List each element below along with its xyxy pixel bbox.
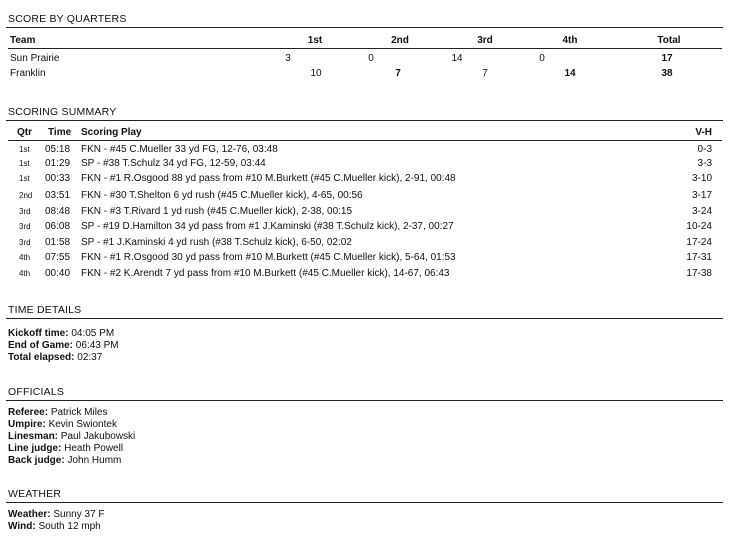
weather-rule xyxy=(6,502,723,503)
play-qtr: 1st xyxy=(19,174,30,183)
play-time: 00:40 xyxy=(45,268,71,279)
play-description: FKN - #1 R.Osgood 30 yd pass from #10 M.Burkett (#45 C.Mueller kick), 5-64, 01:53 xyxy=(81,252,456,263)
official-label: Umpire: xyxy=(8,419,46,430)
header-1st: 1st xyxy=(307,35,323,46)
officials-rule xyxy=(6,400,723,401)
weather-condition xyxy=(8,509,105,520)
play-description: FKN - #45 C.Mueller 33 yd FG, 12-76, 03:48 xyxy=(81,144,278,155)
play-time: 01:29 xyxy=(45,158,71,169)
play-qtr: 4th xyxy=(19,269,31,278)
official-name: Heath Powell xyxy=(64,443,124,454)
team-name: Sun Prairie xyxy=(10,53,60,64)
weather-wind xyxy=(8,521,101,532)
play-vh: 17-38 xyxy=(686,268,712,279)
play-description: FKN - #2 K.Arendt 7 yd pass from #10 M.Burkett (#45 C.Mueller kick), 14-67, 06:43 xyxy=(81,268,450,279)
header-scoring-play: Scoring Play xyxy=(81,127,142,138)
official-label: Back judge: xyxy=(8,455,65,466)
table-row xyxy=(0,268,731,282)
table-row xyxy=(0,144,731,158)
score-q4: 14 xyxy=(564,68,576,79)
summary-rule xyxy=(6,120,723,121)
end-of-game-value: 06:43 PM xyxy=(75,340,119,351)
header-3rd: 3rd xyxy=(477,35,493,46)
score-q3: 7 xyxy=(482,68,488,79)
official-back-judge xyxy=(8,455,121,466)
header-total: Total xyxy=(657,35,681,46)
play-description: SP - #1 J.Kaminski 4 yd rush (#38 T.Schulz kick), 6-50, 02:02 xyxy=(81,237,352,248)
quarters-header-rule xyxy=(8,48,722,49)
play-time: 07:55 xyxy=(45,252,71,263)
official-name: John Humm xyxy=(67,455,122,466)
score-total: 38 xyxy=(661,68,673,79)
table-row xyxy=(0,158,731,172)
play-vh: 3-17 xyxy=(691,190,712,201)
official-name: Patrick Miles xyxy=(50,407,108,418)
play-time: 03:51 xyxy=(45,190,71,201)
play-time: 00:33 xyxy=(45,173,71,184)
play-qtr: 4th xyxy=(19,253,31,262)
weather-value: Sunny 37 F xyxy=(53,509,105,520)
summary-header-rule xyxy=(8,140,722,141)
end-of-game-label: End of Game: xyxy=(8,340,74,351)
play-vh: 17-31 xyxy=(686,252,712,263)
play-qtr: 3rd xyxy=(19,207,31,216)
score-q2: 0 xyxy=(368,53,374,64)
play-vh: 3-10 xyxy=(691,173,712,184)
table-row xyxy=(0,173,731,187)
weather-title: WEATHER xyxy=(8,488,62,500)
score-q2: 7 xyxy=(395,68,401,79)
official-label: Linesman: xyxy=(8,431,59,442)
total-elapsed-value: 02:37 xyxy=(77,352,103,363)
team-name: Franklin xyxy=(10,68,46,79)
table-row xyxy=(0,221,731,235)
play-time: 08:48 xyxy=(45,206,71,217)
official-umpire xyxy=(8,419,117,430)
quarters-row-franklin xyxy=(0,68,731,82)
play-qtr: 1st xyxy=(19,145,30,154)
official-label: Line judge: xyxy=(8,443,62,454)
play-description: FKN - #3 T.Rivard 1 yd rush (#45 C.Mueller kick), 2-38, 00:15 xyxy=(81,206,353,217)
official-referee xyxy=(8,407,108,418)
time-details-title: TIME DETAILS xyxy=(8,304,82,316)
play-vh: 3-3 xyxy=(697,158,712,169)
play-time: 05:18 xyxy=(45,144,71,155)
wind-value: South 12 mph xyxy=(38,521,101,532)
header-4th: 4th xyxy=(562,35,578,46)
header-2nd: 2nd xyxy=(391,35,409,46)
kickoff-time-value: 04:05 PM xyxy=(71,328,115,339)
summary-header-row xyxy=(0,127,731,141)
end-of-game xyxy=(8,340,119,351)
play-qtr: 3rd xyxy=(19,238,31,247)
play-qtr: 2nd xyxy=(19,191,33,200)
table-row xyxy=(0,252,731,266)
play-vh: 3-24 xyxy=(691,206,712,217)
quarters-header-row xyxy=(0,35,731,49)
header-vh: V-H xyxy=(695,127,712,138)
play-vh: 17-24 xyxy=(686,237,712,248)
score-q1: 10 xyxy=(310,68,322,79)
official-line-judge xyxy=(8,443,123,454)
play-description: SP - #38 T.Schulz 34 yd FG, 12-59, 03:44 xyxy=(81,158,266,169)
summary-title: SCORING SUMMARY xyxy=(8,106,117,118)
score-q3: 14 xyxy=(451,53,463,64)
kickoff-time xyxy=(8,328,114,339)
weather-label: Weather: xyxy=(8,509,51,520)
score-total: 17 xyxy=(661,53,673,64)
play-description: FKN - #1 R.Osgood 88 yd pass from #10 M.Burkett (#45 C.Mueller kick), 2-91, 00:48 xyxy=(81,173,456,184)
header-team: Team xyxy=(10,35,36,46)
total-elapsed-label: Total elapsed: xyxy=(8,352,75,363)
score-q1: 3 xyxy=(285,53,291,64)
official-linesman xyxy=(8,431,135,442)
table-row xyxy=(0,237,731,251)
official-name: Kevin Swiontek xyxy=(48,419,117,430)
play-vh: 10-24 xyxy=(686,221,712,232)
play-time: 01:58 xyxy=(45,237,71,248)
play-description: SP - #19 D.Hamilton 34 yd pass from #1 J.Kaminski (#38 T.Schulz kick), 2-37, 00:27 xyxy=(81,221,454,232)
quarters-title: SCORE BY QUARTERS xyxy=(8,13,127,25)
play-qtr: 1st xyxy=(19,159,30,168)
table-row xyxy=(0,206,731,220)
score-q4: 0 xyxy=(539,53,545,64)
quarters-row-sun-prairie xyxy=(0,53,731,67)
official-label: Referee: xyxy=(8,407,49,418)
wind-label: Wind: xyxy=(8,521,36,532)
officials-title: OFFICIALS xyxy=(8,386,65,398)
total-elapsed xyxy=(8,352,102,363)
header-qtr: Qtr xyxy=(17,127,32,138)
official-name: Paul Jakubowski xyxy=(60,431,136,442)
play-description: FKN - #30 T.Shelton 6 yd rush (#45 C.Mueller kick), 4-65, 00:56 xyxy=(81,190,363,201)
play-time: 06:08 xyxy=(45,221,71,232)
play-qtr: 3rd xyxy=(19,222,31,231)
table-row xyxy=(0,190,731,204)
quarters-rule xyxy=(6,27,723,28)
header-time: Time xyxy=(48,127,72,138)
time-details-rule xyxy=(6,318,723,319)
kickoff-time-label: Kickoff time: xyxy=(8,328,69,339)
play-vh: 0-3 xyxy=(697,144,712,155)
